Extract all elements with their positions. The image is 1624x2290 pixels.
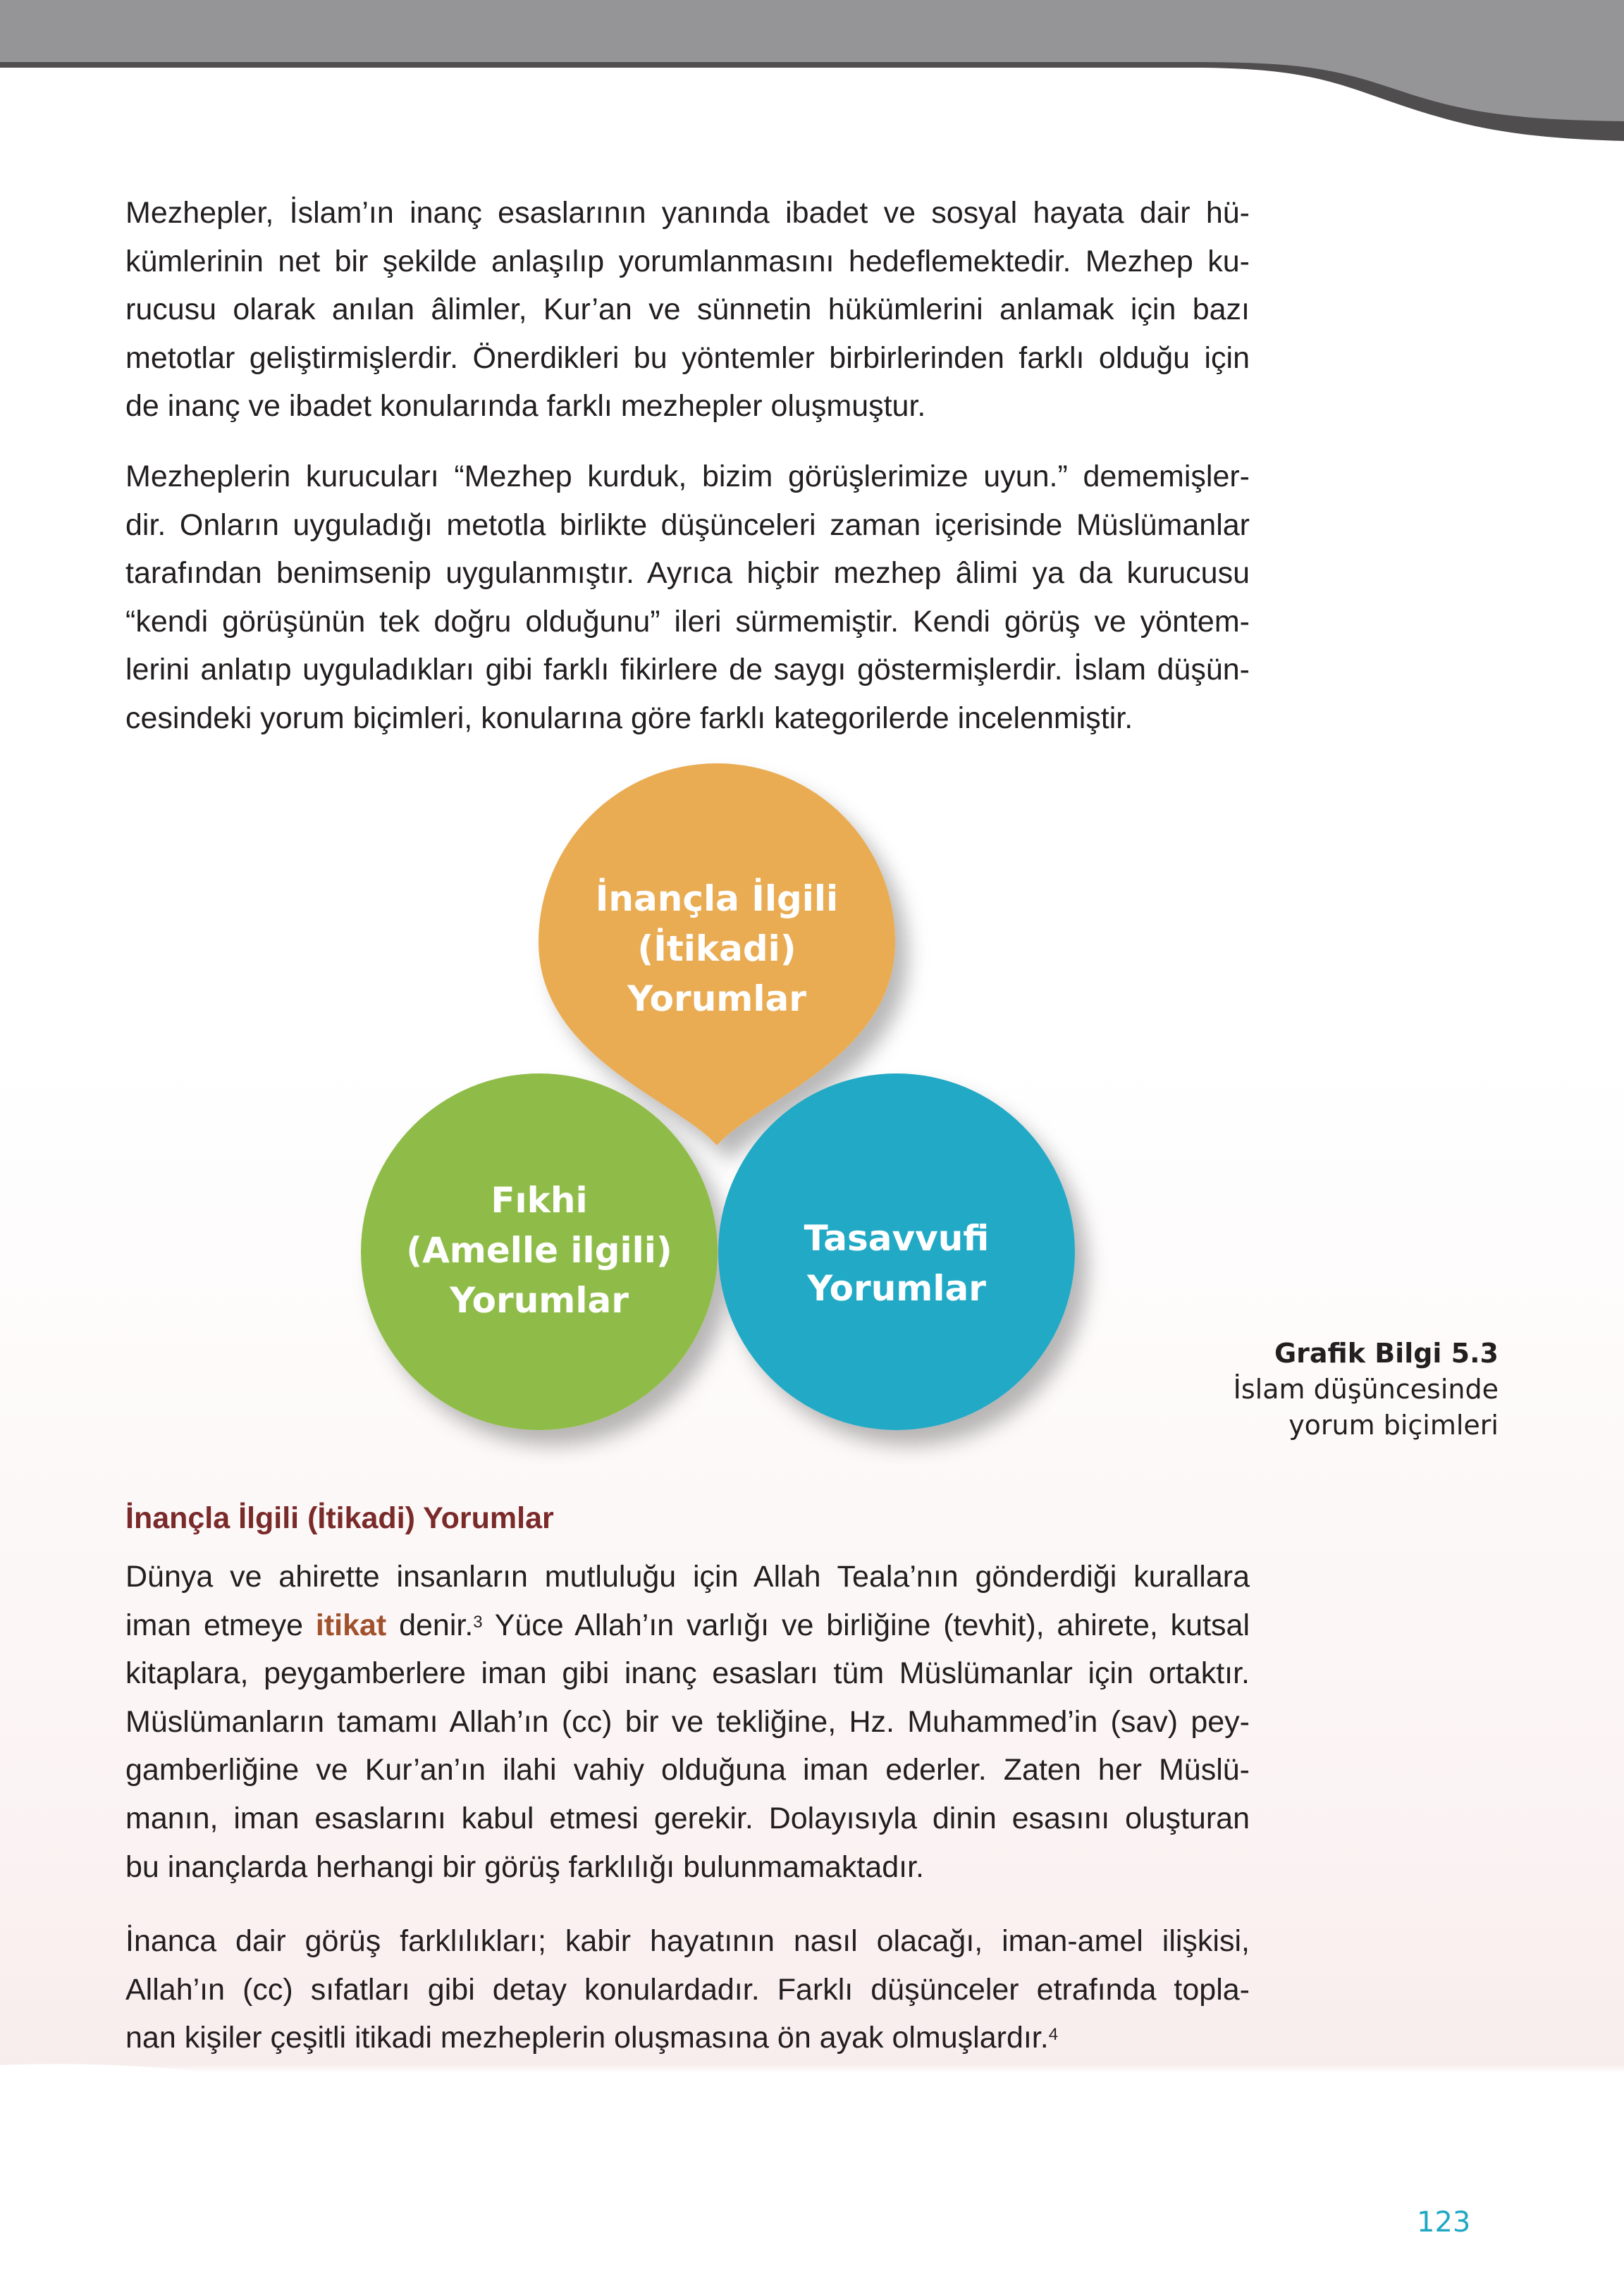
circle-label-line: (İtikadi): [637, 928, 796, 969]
text-line: manın, iman esaslarını kabul etmesi gerekir. Dolayısıyla dinin esasını oluşturan: [125, 1801, 1250, 1835]
text-line: Allah’ın (cc) sıfatları gibi detay konulardadır. Farklı düşünceler etrafında topla-: [125, 1972, 1250, 2007]
bottom-wave-decoration: [0, 2044, 1624, 2290]
text-segment: nan kişiler çeşitli itikadi mezheplerin oluşmasına ön ayak olmuşlardır.: [125, 2021, 1049, 2055]
circle-label-line: Tasavvufi: [804, 1218, 990, 1259]
paragraph-1: [125, 189, 1250, 431]
text-line: cesindeki yorum biçimleri, konularına göre farklı kategorilerde incelenmiştir.: [125, 701, 1133, 735]
circle-label-line: Fıkhi: [491, 1180, 588, 1221]
figure-caption: [1234, 1336, 1499, 1443]
text-line: İnanca dair görüş farklılıkları; kabir hayatının nasıl olacağı, iman-amel ilişkisi,: [125, 1924, 1250, 1958]
footnote-ref: 3: [473, 1612, 483, 1632]
section-heading: İnançla İlgili (İtikadi) Yorumlar: [125, 1501, 554, 1535]
caption-line: İslam düşüncesinde: [1233, 1374, 1499, 1405]
text-line: Müslümanların tamamı Allah’ın (cc) bir ve tekliğine, Hz. Muhammed’in (sav) pey-: [125, 1704, 1250, 1739]
text-line: Mezhepler, İslam’ın inanç esaslarının yanında ibadet ve sosyal hayata dair hü-: [125, 196, 1250, 230]
text-line: “kendi görüşünün tek doğru olduğunu” ileri sürmemiştir. Kendi görüş ve yöntem-: [125, 604, 1250, 639]
circle-label-line: Yorumlar: [627, 978, 806, 1019]
circle-tasavvufi: [718, 1073, 1075, 1430]
text-line: tarafından benimsenip uygulanmıştır. Ayrıca hiçbir mezhep âlimi ya da kurucusu: [125, 556, 1250, 591]
circle-fikhi: [361, 1073, 718, 1430]
paragraph-4: [125, 1917, 1250, 2062]
circle-label-line: Yorumlar: [807, 1268, 986, 1309]
header-band: [0, 0, 1624, 141]
paragraph-2: [125, 453, 1250, 743]
circle-label-line: (Amelle ilgili): [406, 1230, 672, 1271]
text-segment: iman etmeye: [125, 1608, 316, 1642]
caption-line: yorum biçimleri: [1288, 1410, 1499, 1441]
text-line: Dünya ve ahirette insanların mutluluğu için Allah Teala’nın gönderdiği kurallara: [125, 1560, 1250, 1594]
text-line: kitaplara, peygamberlere iman gibi inanç esasları tüm Müslümanlar için ortaktır.: [125, 1656, 1250, 1691]
circle-label-line: İnançla İlgili: [595, 878, 839, 919]
text-segment: Yüce Allah’ın varlığı ve birliğine (tevhit), ahirete, kutsal: [482, 1608, 1250, 1642]
text-line: rucusu olarak anılan âlimler, Kur’an ve sünnetin hükümlerini anlamak için bazı: [125, 293, 1250, 327]
circle-label-line: Yorumlar: [450, 1280, 629, 1321]
text-segment: denir.: [386, 1608, 474, 1642]
text-line: bu inançlarda herhangi bir görüş farklılığı bulunmamaktadır.: [125, 1849, 924, 1884]
text-line: metotlar geliştirmişlerdir. Önerdikleri bu yöntemler birbirlerinden farklı olduğu için: [125, 340, 1250, 375]
footnote-ref: 4: [1048, 2025, 1059, 2045]
text-line: kümlerinin net bir şekilde anlaşılıp yorumlanmasını hedeflemektedir. Mezhep ku-: [125, 244, 1250, 278]
text-line: [125, 1601, 1250, 1650]
text-line: [125, 2014, 1250, 2062]
text-line: de inanç ve ibadet konularında farklı mezhepler oluşmuştur.: [125, 389, 926, 424]
text-line: Mezheplerin kurucuları “Mezhep kurduk, bizim görüşlerimize uyun.” dememişler-: [125, 460, 1250, 493]
text-line: gamberliğine ve Kur’an’ın ilahi vahiy olduğuna iman ederler. Zaten her Müslü-: [125, 1753, 1250, 1787]
text-line: dir. Onların uyguladığı metotla birlikte düşünceleri zaman içerisinde Müslümanlar: [125, 507, 1250, 542]
caption-title: Grafik Bilgi 5.3: [1274, 1338, 1499, 1369]
text-line: lerini anlatıp uyguladıkları gibi farklı fikirlere de saygı göstermişlerdir. İslam düşün-: [125, 653, 1250, 687]
paragraph-3: [125, 1553, 1250, 1891]
page-number: 123: [1417, 2206, 1471, 2239]
keyword-itikat: itikat: [315, 1608, 387, 1642]
